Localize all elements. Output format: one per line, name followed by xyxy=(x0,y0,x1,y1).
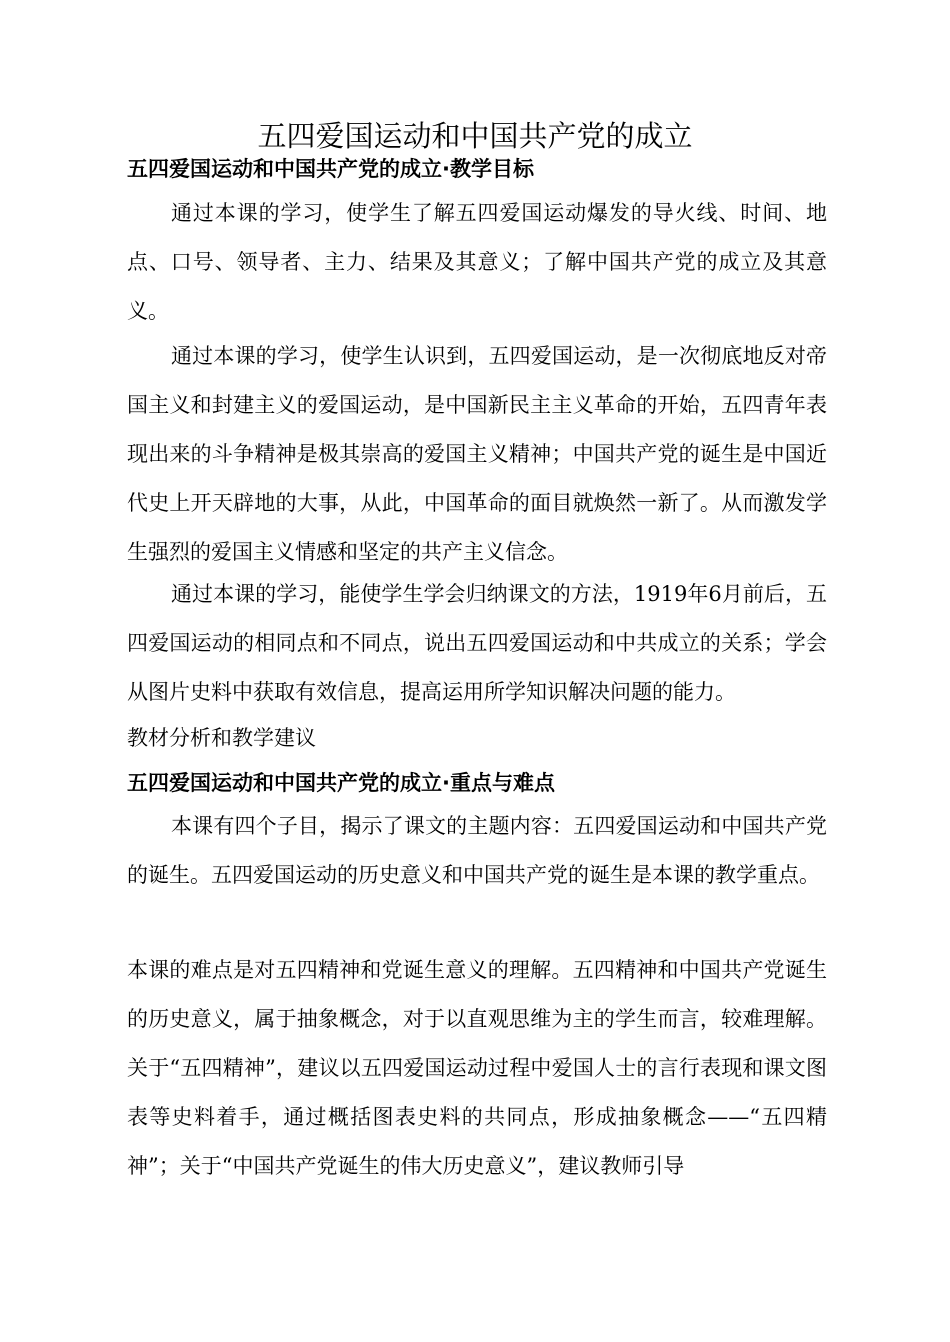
paragraph-goal-knowledge: 通过本课的学习，使学生了解五四爱国运动爆发的导火线、时间、地点、口号、领导者、主力、结果及其意义；了解中国共产党的成立及其意义。 xyxy=(127,201,827,323)
analysis-subheading: 教材分析和教学建议 xyxy=(127,726,316,750)
paragraph-key-points: 本课有四个子目，揭示了课文的主题内容：五四爱国运动和中国共产党的诞生。五四爱国运动的历史意义和中国共产党的诞生是本课的教学重点。 xyxy=(127,814,827,887)
paragraph-goal-emotion: 通过本课的学习，使学生认识到，五四爱国运动，是一次彻底地反对帝国主义和封建主义的爱国运动，是中国新民主主义革命的开始，五四青年表现出来的斗争精神是极其崇高的爱国主义精神；中国共产党的诞生是中国近代史上开天辟地的大事，从此，中国革命的面目就焕然一新了。从而激发学生强烈的爱国主义情感和坚定的共产主义信念。 xyxy=(127,344,827,564)
paragraph-difficulties: 本课的难点是对五四精神和党诞生意义的理解。五四精神和中国共产党诞生的历史意义，属于抽象概念，对于以直观思维为主的学生而言，较难理解。关于“五四精神”，建议以五四爱国运动过程中爱国人士的言行表现和课文图表等史料着手，通过概括图表史料的共同点，形成抽象概念——“五四精神”；关于“中国共产党诞生的伟大历史意义”，建议教师引导 xyxy=(127,958,827,1178)
document-title: 五四爱国运动和中国共产党的成立 xyxy=(257,119,693,153)
section-heading-teaching-goals: 五四爱国运动和中国共产党的成立·教学目标 xyxy=(127,157,534,181)
section-heading-key-points: 五四爱国运动和中国共产党的成立·重点与难点 xyxy=(127,771,555,795)
paragraph-goal-ability: 通过本课的学习，能使学生学会归纳课文的方法，1919年6月前后，五四爱国运动的相同点和不同点，说出五四爱国运动和中共成立的关系；学会从图片史料中获取有效信息，提高运用所学知识解决问题的能力。 xyxy=(127,582,827,704)
